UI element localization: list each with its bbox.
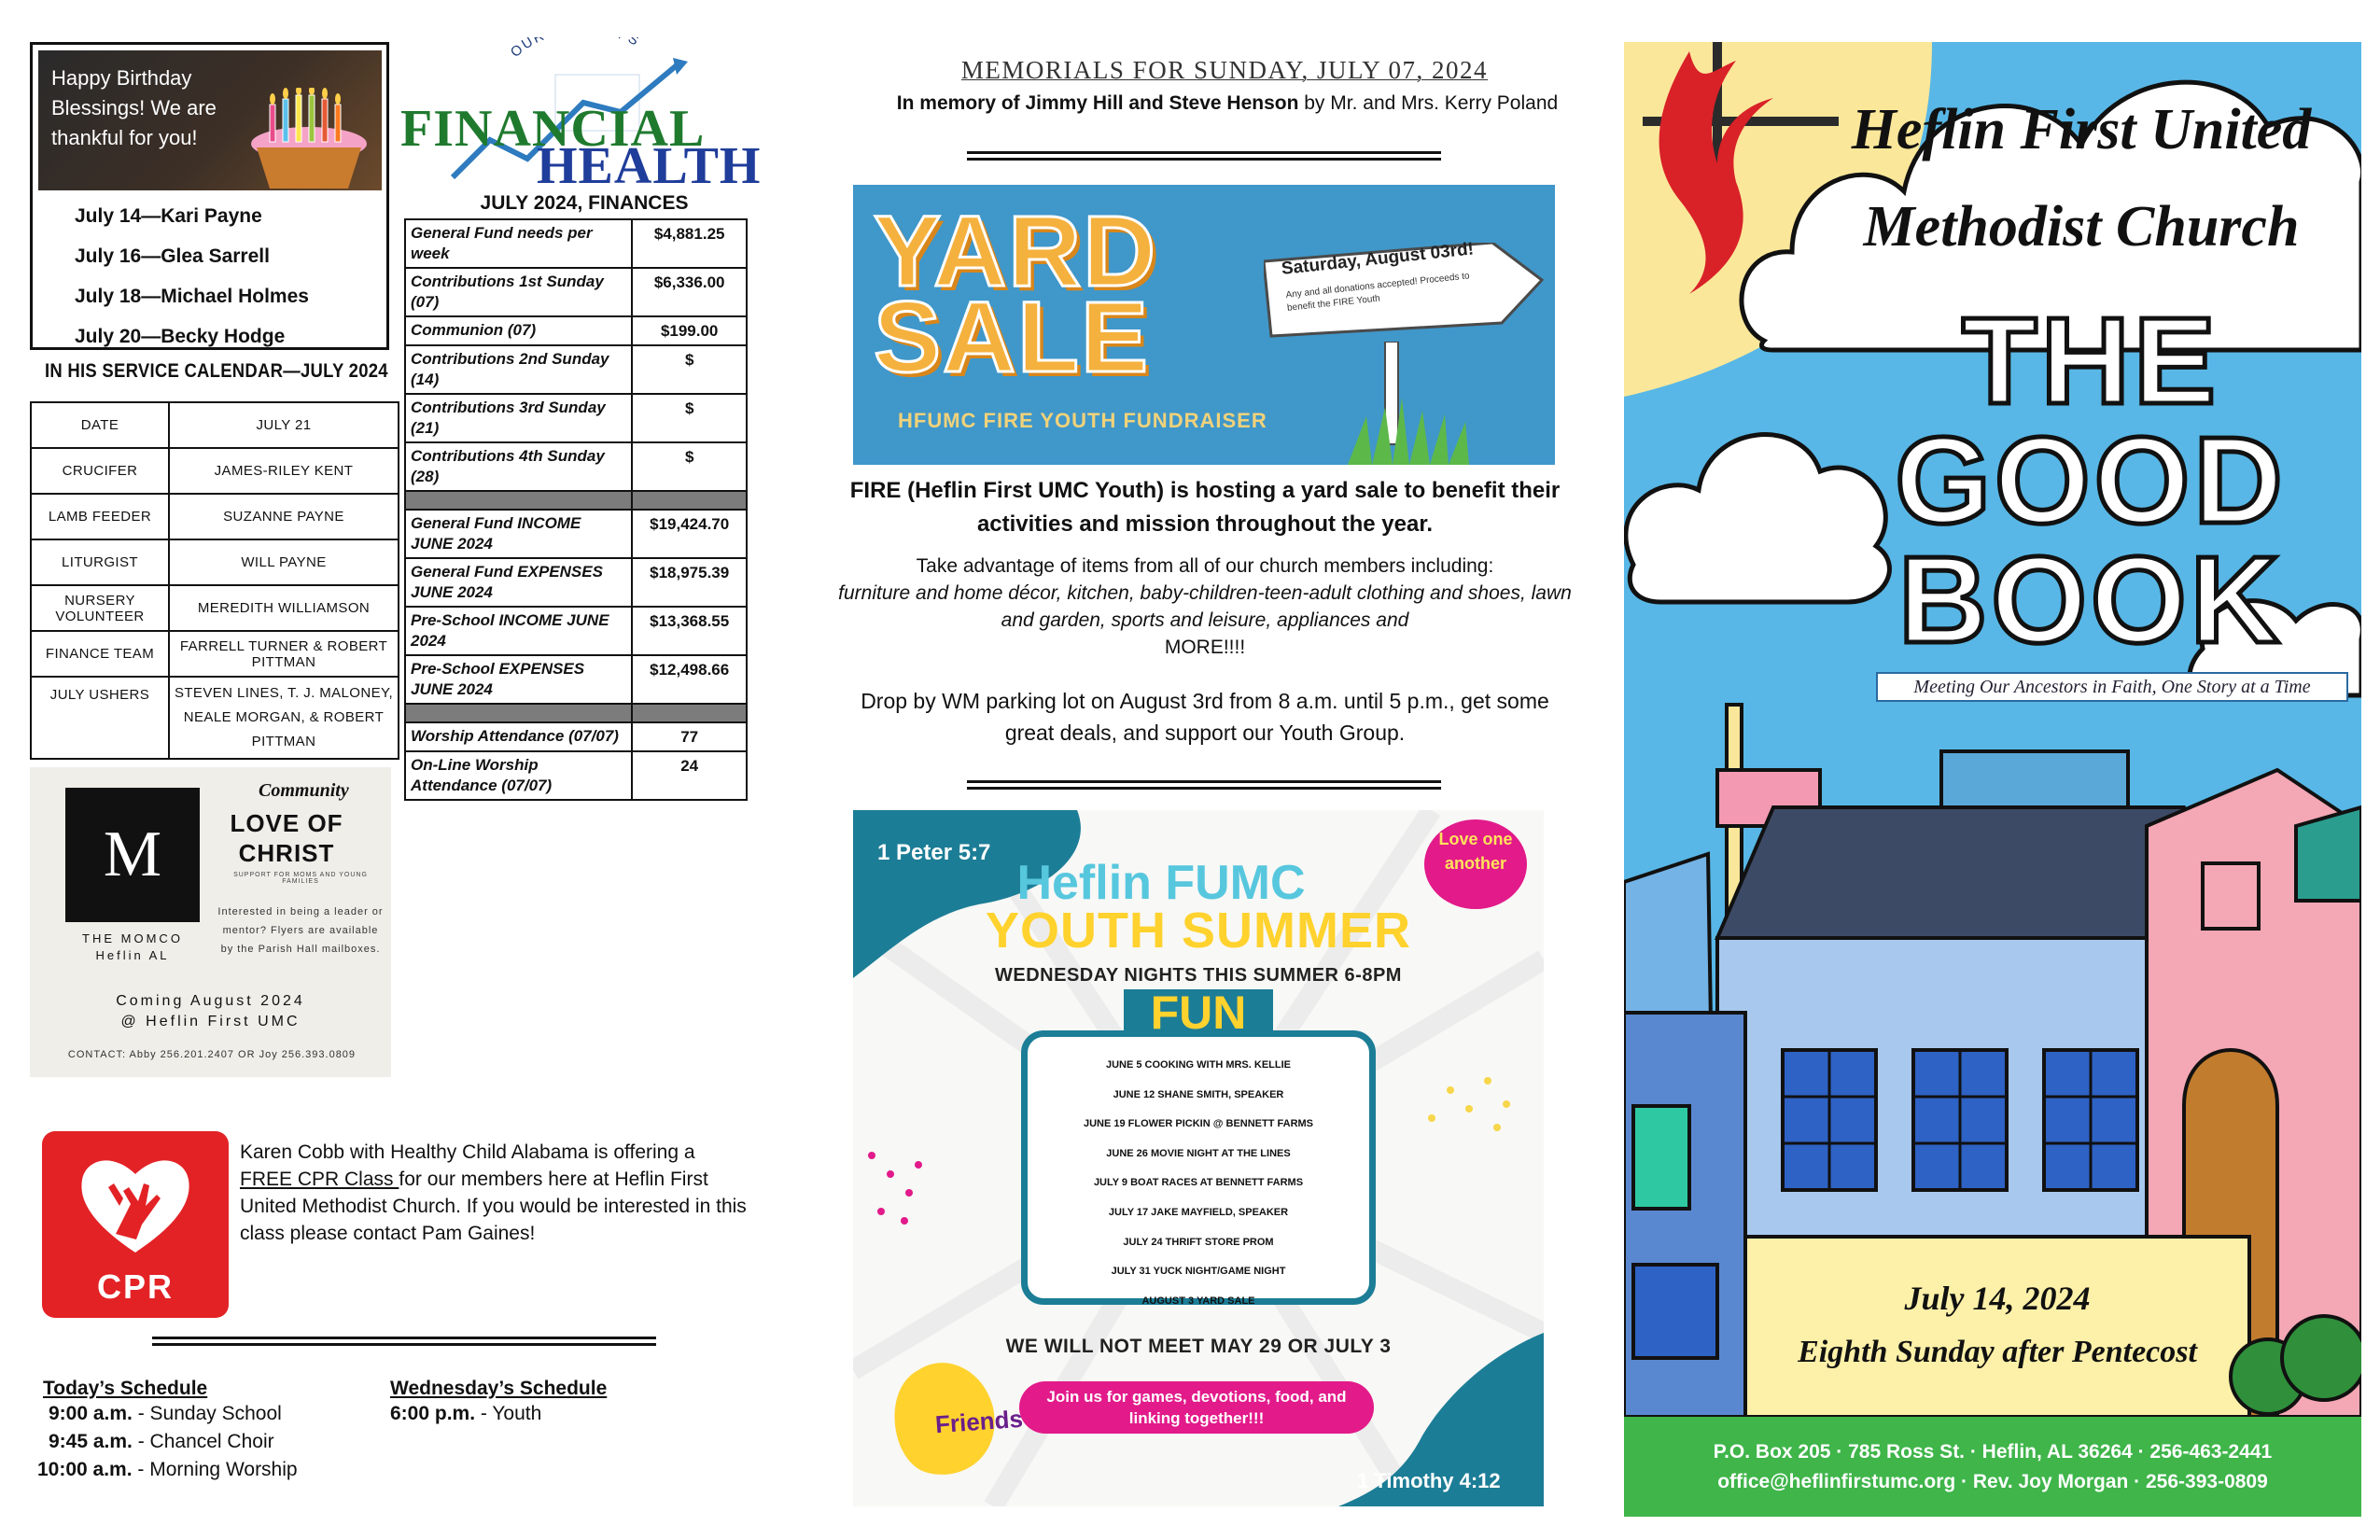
yard-sale-heading (874, 194, 1158, 393)
service-role: DATE (31, 402, 169, 448)
memorials-line (812, 92, 1643, 115)
church-name-line1: Heflin First United (1851, 98, 2312, 161)
finances-table (404, 218, 748, 801)
list-item: JUNE 26 MOVIE NIGHT AT THE LINES (1106, 1147, 1291, 1159)
schedule-event: - Morning Worship (132, 1459, 298, 1480)
yard-word: YARD (874, 194, 1158, 307)
table-separator (405, 704, 747, 722)
logo-arc-text: OU S (507, 37, 643, 61)
schedule-time: 10:00 a.m. (37, 1459, 133, 1480)
memorials-names: In memory of Jimmy Hill and Steve Henson (896, 92, 1299, 114)
church-name (1811, 81, 2352, 275)
schedule-item (37, 1456, 398, 1484)
divider (967, 151, 1441, 161)
table-row (31, 677, 399, 759)
yard-sale-date: Saturday, August 03rd! (1281, 239, 1475, 279)
birthday-item: July 16—Glea Sarrell (75, 245, 270, 267)
grass-icon (1348, 342, 1478, 465)
youth-heading-summer: YOUTH SUMMER (986, 903, 1411, 959)
finance-label: Communion (07) (405, 316, 632, 345)
service-role: JULY USHERS (31, 677, 169, 759)
finance-label: Pre-School INCOME JUNE 2024 (405, 607, 632, 655)
wednesday-schedule-title: Wednesday’s Schedule (390, 1378, 608, 1399)
birthday-box (30, 42, 389, 350)
cpr-logo (42, 1131, 229, 1318)
finances-title: JULY 2024, FINANCES (480, 192, 689, 214)
service-person: MEREDITH WILLIAMSON (169, 585, 399, 631)
yard-sale-details (836, 553, 1574, 661)
logo-financial: FINANCIAL (400, 100, 706, 158)
footer-contact[interactable]: office@heflinfirstumc.org · Rev. Joy Morgan · 256-393-0809 (1717, 1471, 2268, 1492)
service-calendar-title: IN HIS SERVICE CALENDAR—JULY 2024 (45, 360, 388, 382)
verse-timothy: 1 Timothy 4:12 (1357, 1469, 1501, 1492)
sale-word: SALE (874, 280, 1151, 393)
table-row (405, 558, 747, 607)
table-row (405, 442, 747, 491)
table-row (405, 394, 747, 442)
table-row (31, 494, 399, 539)
finance-label: Contributions 3rd Sunday (21) (405, 394, 632, 442)
youth-summer-flyer (853, 810, 1544, 1506)
finance-label: General Fund INCOME JUNE 2024 (405, 510, 632, 558)
finance-value: $ (632, 394, 747, 442)
schedule-time: 6:00 p.m. (390, 1403, 476, 1424)
yard-sale-intro: Take advantage of items from all of our church members including: (916, 555, 1494, 577)
finance-label: General Fund EXPENSES JUNE 2024 (405, 558, 632, 607)
liturgical-sunday: Eighth Sunday after Pentecost (1798, 1335, 2197, 1369)
birthday-photo-text: Happy Birthday Blessings! We are thankful for you! (51, 66, 217, 149)
separator-cell (405, 491, 632, 510)
finance-label: Contributions 1st Sunday (07) (405, 268, 632, 316)
good-book-title (1839, 292, 2343, 668)
footer-address: P.O. Box 205 · 785 Ross St. · Heflin, AL 36264 · 256-463-2441 (1713, 1441, 2273, 1463)
svg-text:OUR CHURCH'S (508, 37, 643, 61)
momco-contact: CONTACT: Abby 256.201.2407 OR Joy 256.393.0809 (67, 1049, 357, 1060)
finance-label: Contributions 2nd Sunday (14) (405, 345, 632, 394)
service-person: JULY 21 (169, 402, 399, 448)
yard-sale-drop: Drop by WM parking lot on August 3rd from 8 a.m. until 5 p.m., get some great deals, and support our Youth Group. (861, 689, 1549, 745)
table-row (405, 316, 747, 345)
table-separator (405, 491, 747, 510)
wednesday-schedule (390, 1378, 726, 1428)
momco-logo: M (65, 788, 200, 922)
table-row (31, 585, 399, 631)
finance-value: 77 (632, 722, 747, 751)
sermon-series-tagline: Meeting Our Ancestors in Faith, One Story at a Time (1876, 672, 2348, 702)
birthday-item: July 18—Michael Holmes (75, 286, 309, 307)
finance-label: General Fund needs per week (405, 219, 632, 268)
table-row (405, 722, 747, 751)
table-row (405, 345, 747, 394)
table-row (31, 402, 399, 448)
cpr-text-b: for our members here at Heflin First United Methodist Church. If you would be interested in this class please contact Pam Gaines! (240, 1169, 747, 1244)
cpr-label: CPR (96, 1267, 174, 1306)
yard-sale-headline: FIRE (Heflin First UMC Youth) is hosting a yard sale to benefit their activities and mission throughout the year. (849, 478, 1561, 537)
service-role: LITURGIST (31, 539, 169, 585)
momco-logo-caption: THE MOMCO Heflin AL (82, 931, 183, 962)
youth-no-meeting: WE WILL NOT MEET MAY 29 OR JULY 3 (1005, 1336, 1392, 1357)
yard-sale-more: MORE!!!! (1164, 637, 1246, 658)
service-person: SUZANNE PAYNE (169, 494, 399, 539)
title-the: THE (1962, 292, 2219, 429)
birthday-list (75, 196, 309, 357)
youth-schedule-note: WEDNESDAY NIGHTS THIS SUMMER 6-8PM (995, 965, 1402, 986)
yard-sale-banner (853, 185, 1555, 465)
service-person: WILL PAYNE (169, 539, 399, 585)
momco-community: Community (259, 780, 349, 801)
momco-flyer (30, 767, 391, 1077)
heart-hands-icon (75, 1150, 196, 1262)
title-good: GOOD (1895, 412, 2287, 549)
momco-support: SUPPORT FOR MOMS AND YOUNG FAMILIES (233, 872, 368, 885)
cpr-text-a: Karen Cobb with Healthy Child Alabama is offering a (240, 1141, 695, 1163)
separator-cell (632, 491, 747, 510)
finance-label: On-Line Worship Attendance (07/07) (405, 751, 632, 800)
cover-panel (1624, 42, 2361, 1517)
title-book: BOOK (1898, 531, 2283, 668)
service-role: NURSERY VOLUNTEER (31, 585, 169, 631)
service-person: JAMES-RILEY KENT (169, 448, 399, 494)
list-item: JULY 17 JAKE MAYFIELD, SPEAKER (1108, 1206, 1289, 1218)
memorials-title: MEMORIALS FOR SUNDAY, JULY 07, 2024 (960, 56, 1489, 84)
schedule-event: - Youth (475, 1403, 542, 1424)
youth-join-banner: Join us for games, devotions, food, and linking together!!! (1019, 1381, 1374, 1434)
cupcake-icon (244, 88, 374, 190)
list-item: AUGUST 3 YARD SALE (1141, 1295, 1255, 1307)
today-schedule-title: Today’s Schedule (43, 1378, 208, 1399)
list-item: JUNE 5 COOKING WITH MRS. KELLIE (1105, 1059, 1291, 1071)
finance-value: $12,498.66 (632, 655, 747, 704)
yard-sale-subtitle: HFUMC FIRE YOUTH FUNDRAISER (898, 409, 1267, 432)
love-one-another-badge: Love one another (1424, 819, 1527, 909)
finance-value: $13,368.55 (632, 607, 747, 655)
service-role: LAMB FEEDER (31, 494, 169, 539)
contact-footer (1624, 1417, 2361, 1517)
divider (967, 780, 1441, 790)
list-item: JULY 24 THRIFT STORE PROM (1123, 1236, 1274, 1248)
service-person: FARRELL TURNER & ROBERT PITTMAN (169, 631, 399, 677)
finance-value: $19,424.70 (632, 510, 747, 558)
table-row (31, 448, 399, 494)
service-role: CRUCIFER (31, 448, 169, 494)
today-schedule (37, 1378, 398, 1484)
separator-cell (405, 704, 632, 722)
financial-health-logo (397, 37, 761, 196)
verse-peter: 1 Peter 5:7 (877, 840, 991, 865)
fun-label: FUN (1124, 989, 1273, 1036)
table-row (405, 607, 747, 655)
friends-logo: Friends (934, 1404, 1024, 1439)
table-row (31, 631, 399, 677)
schedule-time: 9:45 a.m. (49, 1431, 133, 1452)
finance-label: Contributions 4th Sunday (28) (405, 442, 632, 491)
schedule-time: 9:00 a.m. (49, 1403, 133, 1424)
table-row (31, 539, 399, 585)
momco-title: LOVE OF CHRIST (230, 809, 343, 867)
finance-value: 24 (632, 751, 747, 800)
finance-value: $ (632, 345, 747, 394)
table-row (405, 268, 747, 316)
yard-sale-note: Any and all donations accepted! Proceeds to benefit the FIRE Youth (1285, 271, 1471, 314)
finance-value: $18,975.39 (632, 558, 747, 607)
list-item: JULY 31 YUCK NIGHT/GAME NIGHT (1111, 1266, 1286, 1278)
schedule-event: - Chancel Choir (132, 1431, 274, 1452)
finance-value: $199.00 (632, 316, 747, 345)
momco-coming-place: @ Heflin First UMC (120, 1014, 301, 1029)
list-item: JULY 9 BOAT RACES AT BENNETT FARMS (1093, 1177, 1304, 1189)
finance-value: $ (632, 442, 747, 491)
separator-cell (632, 704, 747, 722)
momco-interest: Interested in being a leader or mentor? Flyers are available by the Parish Hall mailboxes. (217, 906, 384, 955)
list-item: JUNE 19 FLOWER PICKIN @ BENNETT FARMS (1083, 1118, 1314, 1130)
cpr-class-link[interactable]: FREE CPR Class (240, 1169, 399, 1190)
table-row (405, 655, 747, 704)
momco-coming (30, 991, 391, 1032)
service-calendar-table (30, 401, 399, 760)
table-row (405, 510, 747, 558)
finance-label: Worship Attendance (07/07) (405, 722, 632, 751)
divider (152, 1337, 656, 1346)
yard-sale-items: furniture and home décor, kitchen, baby-children-teen-adult clothing and shoes, lawn and garden, sports and leisure, appliances and (838, 582, 1572, 631)
birthday-photo (38, 50, 382, 190)
service-role: FINANCE TEAM (31, 631, 169, 677)
list-item: JUNE 12 SHANE SMITH, SPEAKER (1113, 1088, 1284, 1100)
memorials-donors: by Mr. and Mrs. Kerry Poland (1298, 92, 1559, 114)
schedule-item (43, 1400, 398, 1428)
logo-health: HEALTH (537, 137, 762, 195)
birthday-item: July 14—Kari Payne (75, 205, 262, 227)
bulletin-date: July 14, 2024 (1904, 1280, 2091, 1317)
cpr-announcement (240, 1139, 749, 1247)
schedule-item (43, 1428, 398, 1456)
church-name-line2: Methodist Church (1863, 195, 2300, 259)
finance-label: Pre-School EXPENSES JUNE 2024 (405, 655, 632, 704)
schedule-event: - Sunday School (132, 1403, 282, 1424)
schedule-item (390, 1400, 726, 1428)
momco-coming-date: Coming August 2024 (116, 993, 305, 1009)
youth-heading-heflin: Heflin FUMC (1016, 856, 1306, 910)
finance-value: $6,336.00 (632, 268, 747, 316)
birthday-item: July 20—Becky Hodge (75, 326, 286, 347)
youth-events-list (1030, 1051, 1366, 1316)
service-person: STEVEN LINES, T. J. MALONEY, NEALE MORGAN, & ROBERT PITTMAN (169, 677, 399, 759)
table-row (405, 219, 747, 268)
finance-value: $4,881.25 (632, 219, 747, 268)
table-row (405, 751, 747, 800)
